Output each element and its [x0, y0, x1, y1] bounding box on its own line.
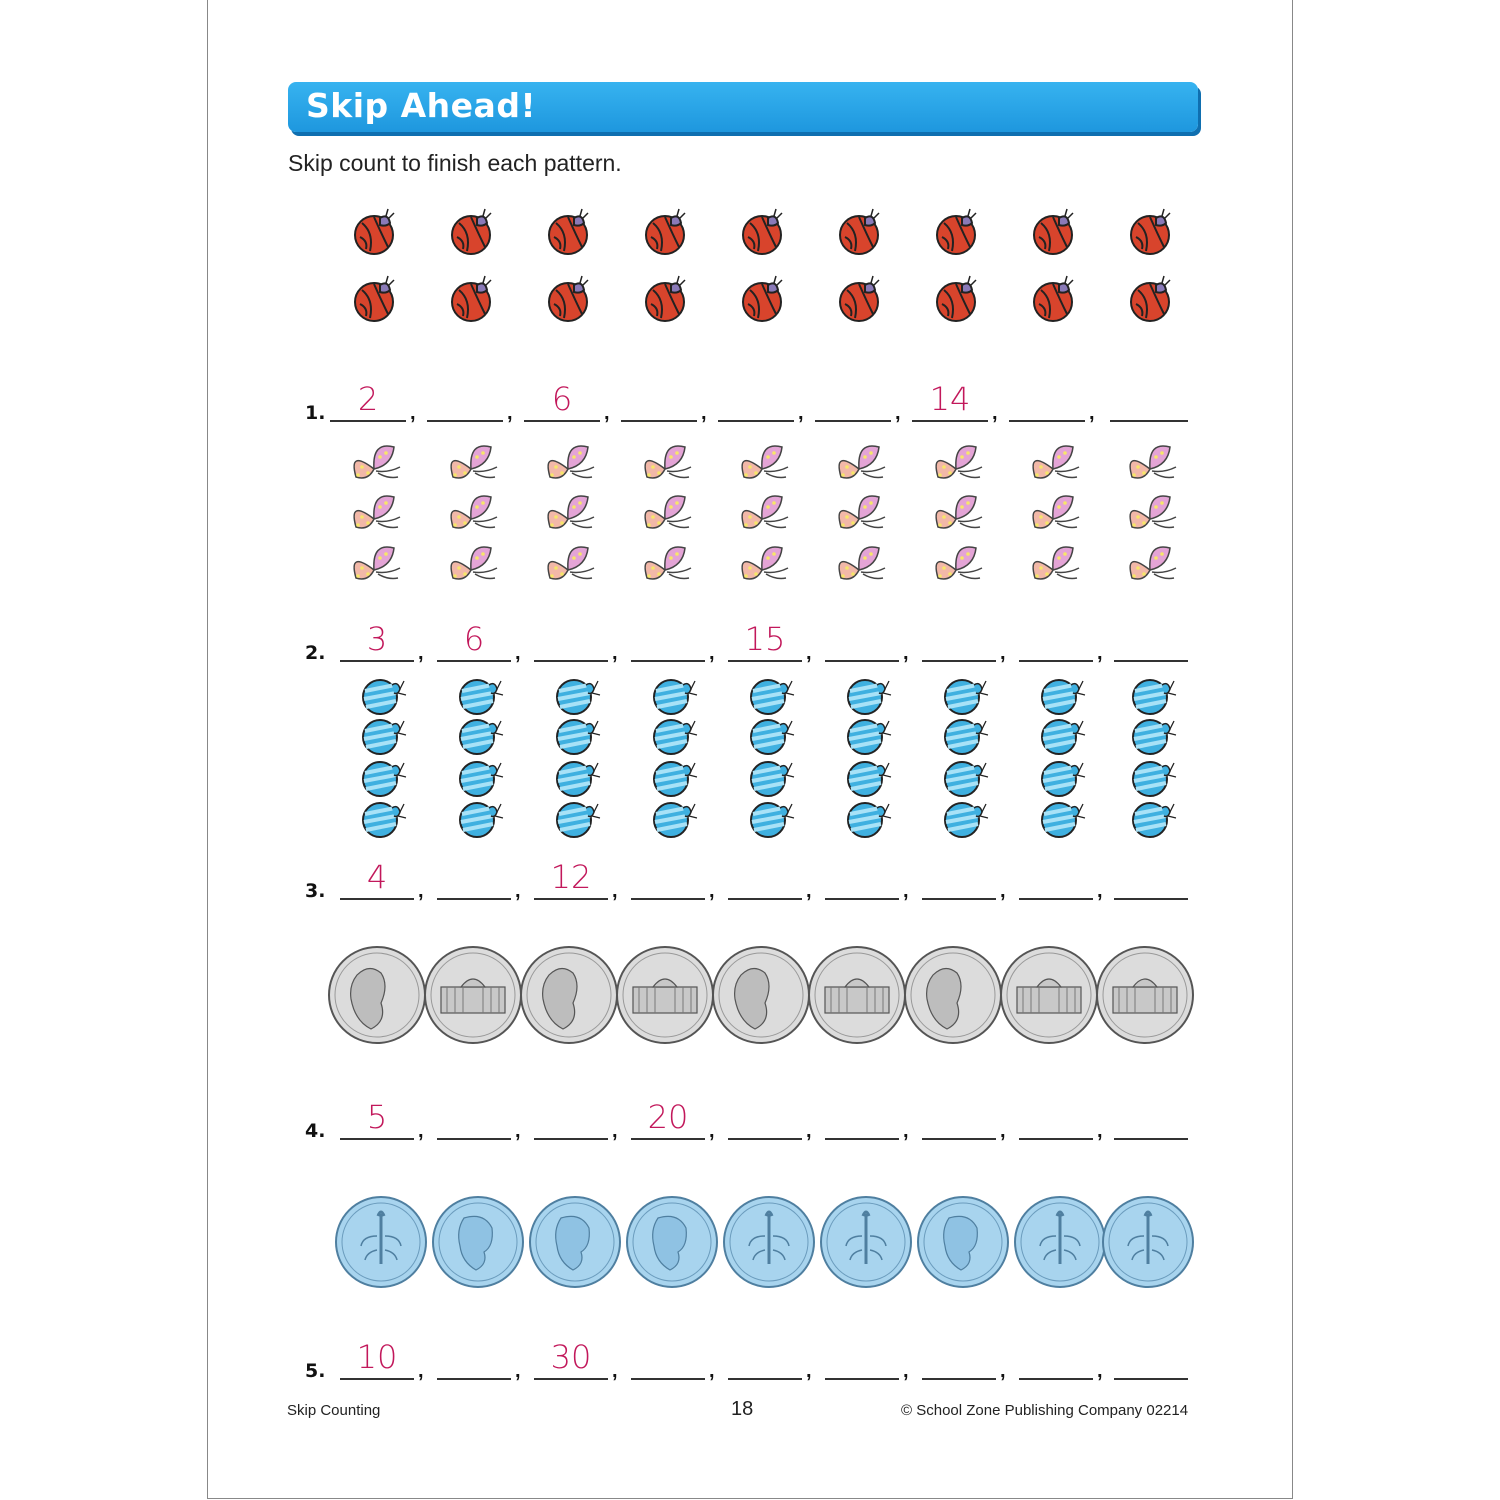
answer-blank[interactable] — [621, 380, 697, 422]
answer-blank[interactable]: 30 — [534, 1338, 608, 1380]
problem-number: 2. — [305, 642, 326, 664]
answer-blank[interactable] — [534, 620, 608, 662]
answer-blank[interactable] — [718, 380, 794, 422]
answer-blank[interactable] — [1114, 1338, 1188, 1380]
answer-blank[interactable]: 14 — [912, 380, 988, 422]
dime-icon — [336, 1197, 1193, 1287]
answer-blank[interactable] — [922, 858, 996, 900]
answer-blank[interactable] — [631, 858, 705, 900]
answer-blank[interactable] — [1019, 1338, 1093, 1380]
answer-blank[interactable] — [1114, 620, 1188, 662]
answer-blank[interactable] — [825, 1098, 899, 1140]
answer-blank[interactable] — [728, 1338, 802, 1380]
answer-blank[interactable] — [825, 1338, 899, 1380]
answer-blank[interactable]: 15 — [728, 620, 802, 662]
answer-blank[interactable] — [631, 1338, 705, 1380]
ladybug-icon — [355, 276, 1170, 321]
answer-blank[interactable]: 2 — [330, 380, 406, 422]
answer-blank[interactable] — [922, 1338, 996, 1380]
answer-blank[interactable] — [825, 620, 899, 662]
problem-number: 4. — [305, 1120, 326, 1142]
footer-copyright: © School Zone Publishing Company 02214 — [901, 1402, 1189, 1419]
title-banner — [288, 82, 1198, 132]
problem-number: 5. — [305, 1360, 326, 1382]
answer-blank[interactable] — [1019, 858, 1093, 900]
answer-blank[interactable]: 6 — [524, 380, 600, 422]
answer-blank[interactable] — [825, 858, 899, 900]
answer-blank[interactable] — [922, 1098, 996, 1140]
butterfly-group — [330, 435, 1200, 600]
ladybug-icon — [355, 209, 1170, 254]
dime-group — [330, 1192, 1200, 1292]
answer-blank[interactable] — [728, 1098, 802, 1140]
answer-blank[interactable]: 6 — [437, 620, 511, 662]
answer-blank[interactable] — [815, 380, 891, 422]
answer-blank[interactable] — [1110, 380, 1188, 422]
answer-blank[interactable] — [728, 858, 802, 900]
answer-blank[interactable] — [437, 858, 511, 900]
answer-blank[interactable] — [631, 620, 705, 662]
answer-blank[interactable] — [1114, 1098, 1188, 1140]
butterfly-icon — [354, 446, 1176, 579]
instructions: Skip count to finish each pattern. — [288, 150, 622, 176]
answer-blank[interactable]: 12 — [534, 858, 608, 900]
page-title: Skip Ahead! — [306, 86, 536, 125]
nickel-group — [325, 938, 1200, 1052]
answer-blank[interactable] — [534, 1098, 608, 1140]
page-number: 18 — [731, 1398, 754, 1420]
answer-blank[interactable]: 3 — [340, 620, 414, 662]
answer-blank[interactable] — [1019, 620, 1093, 662]
answer-blank[interactable]: 5 — [340, 1098, 414, 1140]
answer-blank[interactable] — [437, 1338, 511, 1380]
answer-blank[interactable] — [922, 620, 996, 662]
ladybug-group — [330, 200, 1200, 340]
problem-number: 1. — [305, 402, 326, 424]
answer-blank[interactable] — [1009, 380, 1085, 422]
beetle-icon — [363, 680, 1176, 837]
answer-blank[interactable] — [437, 1098, 511, 1140]
answer-blank[interactable]: 4 — [340, 858, 414, 900]
beetle-group — [330, 675, 1200, 845]
problem-number: 3. — [305, 880, 326, 902]
answer-blank[interactable] — [1019, 1098, 1093, 1140]
answer-blank[interactable] — [427, 380, 503, 422]
answer-blank[interactable]: 20 — [631, 1098, 705, 1140]
answer-blank[interactable]: 10 — [340, 1338, 414, 1380]
answer-blank[interactable] — [1114, 858, 1188, 900]
footer-section-label: Skip Counting — [287, 1402, 381, 1419]
nickel-icon — [329, 947, 1193, 1043]
